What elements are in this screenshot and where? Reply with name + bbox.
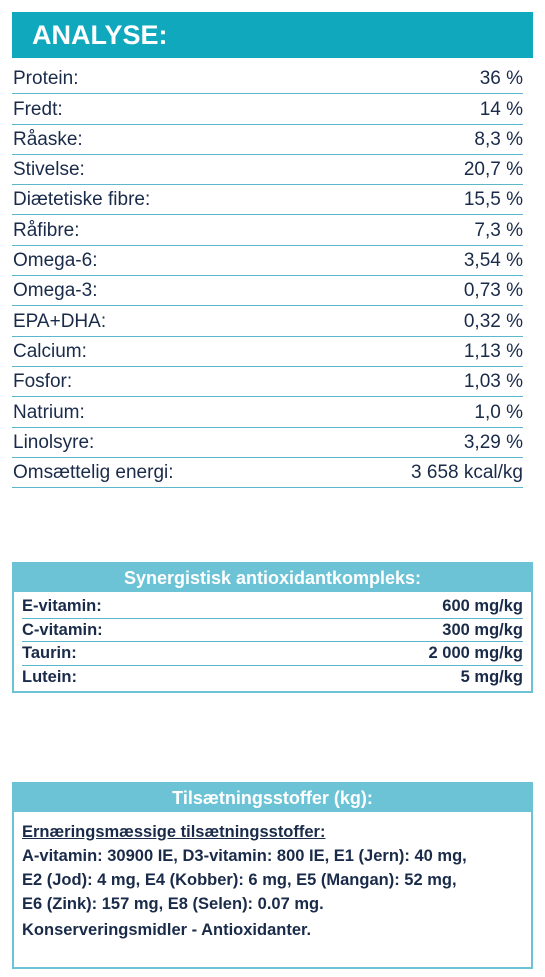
analysis-value: 8,3 % (474, 128, 523, 150)
analysis-row (12, 155, 523, 185)
additives-text (14, 812, 531, 942)
analysis-value: 20,7 % (463, 159, 523, 181)
analysis-label: Fosfor: (13, 371, 73, 393)
antioxidant-label: Lutein: (22, 667, 77, 686)
analysis-label: Diætetiske fibre: (13, 189, 151, 211)
analysis-row (12, 337, 523, 367)
analysis-row (12, 276, 523, 306)
analysis-value: 36 % (479, 68, 523, 90)
analysis-value: 1,0 % (474, 401, 523, 423)
analysis-value: 3,54 % (463, 250, 523, 272)
analysis-label: Linolsyre: (13, 431, 95, 453)
antioxidant-value: 2 000 mg/kg (428, 644, 523, 662)
analysis-value: 0,32 % (463, 310, 523, 332)
analysis-row (12, 246, 523, 276)
antioxidant-row (22, 642, 523, 666)
analysis-label: Råaske: (13, 128, 83, 150)
analysis-row (12, 64, 523, 94)
analysis-label: Stivelse: (13, 159, 85, 181)
antioxidant-value: 600 mg/kg (442, 597, 523, 615)
analysis-row (12, 306, 523, 336)
analysis-label: Råfibre: (13, 219, 80, 241)
analysis-table (12, 64, 523, 488)
antioxidant-box (12, 562, 533, 693)
analysis-row (12, 94, 523, 124)
antioxidant-title: Synergistisk antioxidantkompleks: (14, 564, 531, 592)
analysis-value: 15,5 % (463, 189, 523, 211)
analysis-label: Omega-6: (13, 250, 98, 272)
antioxidant-row (22, 595, 523, 619)
analysis-label: Omega-3: (13, 280, 98, 302)
analysis-value: 0,73 % (463, 280, 523, 302)
antioxidant-row (22, 666, 523, 690)
analysis-value: 3 658 kcal/kg (411, 462, 523, 484)
additives-line: E2 (Jod): 4 mg, E4 (Kobber): 6 mg, E5 (Mangan): 52 mg, (22, 871, 457, 889)
analysis-row (12, 397, 523, 427)
antioxidant-value: 300 mg/kg (442, 620, 523, 639)
antioxidant-label: C-vitamin: (22, 620, 103, 639)
analysis-row (12, 185, 523, 215)
additives-line: A-vitamin: 30900 IE, D3-vitamin: 800 IE, E1 (Jern): 40 mg, (22, 847, 467, 865)
analysis-value: 3,29 % (463, 431, 523, 453)
antioxidant-value: 5 mg/kg (460, 667, 523, 686)
analysis-value: 7,3 % (474, 219, 523, 241)
analysis-value: 1,03 % (463, 371, 523, 393)
antioxidant-label: Taurin: (22, 644, 77, 662)
analysis-label: Protein: (13, 68, 79, 90)
analysis-label: EPA+DHA: (13, 310, 107, 332)
preservatives-text: Konserveringsmidler - Antioxidanter. (22, 921, 312, 939)
analysis-row (12, 428, 523, 458)
analysis-row (12, 215, 523, 245)
analysis-row (12, 458, 523, 488)
antioxidant-label: E-vitamin: (22, 597, 102, 615)
antioxidant-row (22, 619, 523, 643)
analysis-row (12, 367, 523, 397)
analysis-label: Fredt: (13, 98, 63, 120)
analysis-row (12, 125, 523, 155)
analysis-label: Calcium: (13, 340, 87, 362)
additives-line: E6 (Zink): 157 mg, E8 (Selen): 0.07 mg. (22, 895, 324, 913)
analysis-label: Natrium: (13, 401, 85, 423)
analysis-header: ANALYSE: (12, 12, 533, 58)
analysis-value: 1,13 % (463, 340, 523, 362)
additives-box (12, 782, 533, 969)
analysis-label: Omsættelig energi: (13, 462, 174, 484)
additives-subtitle: Ernæringsmæssige tilsætningsstoffer: (22, 823, 326, 841)
additives-title: Tilsætningsstoffer (kg): (14, 784, 531, 812)
analysis-value: 14 % (479, 98, 523, 120)
